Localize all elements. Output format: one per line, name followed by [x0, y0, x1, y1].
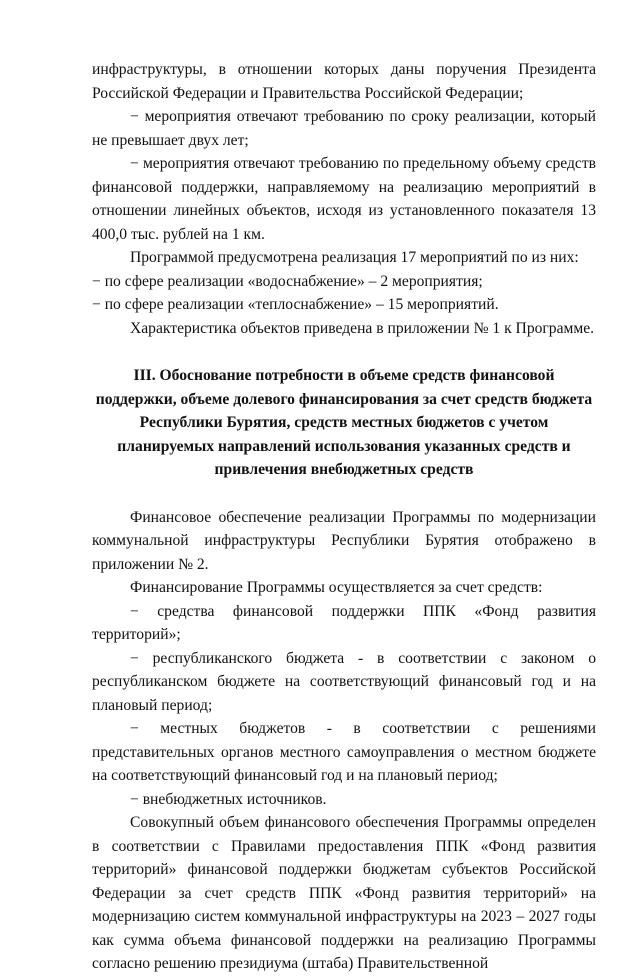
paragraph-total-volume: Совокупный объем финансового обеспечения Программы определен в соответствии с Правилами предоставления ППК «Фонд развития территорий» финансовой поддержки бюджетам субъектов Российской Федерации за счет средств ППК «Фонд развития территорий» на модернизацию систем коммунальной инфраструктуры на 2023 – 2027 годы как сумма объема финансовой поддержки на реализацию Программы согласно решению президиума (штаба) Правительственной — [92, 814, 596, 972]
document-page — [92, 58, 596, 976]
list-item-extrabudgetary: − внебюджетных источников. — [130, 790, 327, 808]
paragraph-measures-count: Программой предусмотрена реализация 17 мероприятий по из них: — [130, 249, 579, 266]
list-item-republic-budget: − республиканского бюджета - в соответствии с законом о республиканском бюджете на соответствующий финансовый год и на плановый период; — [92, 649, 596, 714]
list-item-fund-support: − средства финансовой поддержки ППК «Фонд развития территорий»; — [92, 602, 596, 643]
list-item-water-supply: − по сфере реализации «водоснабжение» – 2 мероприятия; — [92, 272, 483, 290]
paragraph-intro-continuation: инфраструктуры, в отношении которых даны поручения Президента Российской Федерации и Правительства Российской Федерации; — [92, 61, 596, 102]
list-item-local-budgets: − местных бюджетов - в соответствии с решениями представительных органов местного самоуправления о местном бюджете на соответствующий финансовый год и на плановый период; — [92, 720, 596, 784]
paragraph-objects-reference: Характеристика объектов приведена в приложении № 1 к Программе. — [130, 319, 595, 337]
list-item-heat-supply: − по сфере реализации «теплоснабжение» – 15 мероприятий. — [92, 296, 499, 313]
spacer — [92, 482, 596, 506]
paragraph-funding-limit: − мероприятия отвечают требованию по предельному объему средств финансовой поддержки, направляемому на реализацию мероприятий в отношении линейных объектов, исходя из установленного показателя 13 400,0 тыс. рублей на 1 км. — [92, 155, 596, 243]
paragraph-term-requirement: − мероприятия отвечают требованию по сроку реализации, который не превышает двух лет; — [92, 108, 596, 149]
paragraph-financing-overview: Финансовое обеспечение реализации Программы по модернизации коммунальной инфраструктуры Республики Бурятия отображено в приложении № 2. — [92, 508, 596, 573]
spacer — [92, 340, 596, 364]
section-heading: III. Обоснование потребности в объеме средств финансовой поддержки, объеме долевого финансирования за счет средств бюджета Республики Бурятия, средств местных бюджетов с учетом планируемых направлений использования указанных средств и привлечения внебюджетных средств — [95, 367, 593, 478]
paragraph-financing-sources: Финансирование Программы осуществляется за счет средств: — [130, 579, 543, 596]
